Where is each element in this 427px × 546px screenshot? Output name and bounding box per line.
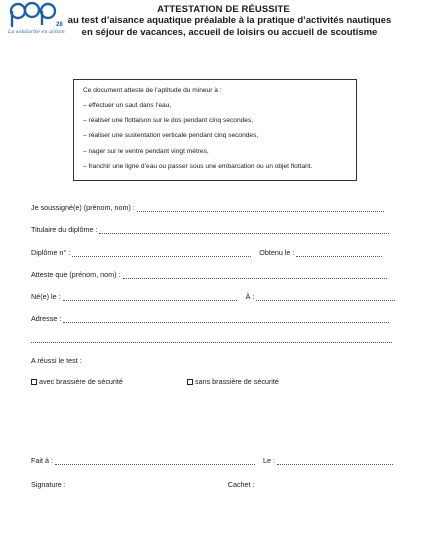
certify-label: Atteste que (prénom, nom) : <box>31 270 121 279</box>
born-on-field[interactable] <box>63 295 237 301</box>
without-vest-label: sans brassière de sécurité <box>195 377 279 386</box>
holder-label: Titulaire du diplôme : <box>31 225 98 234</box>
birth-row <box>31 292 395 301</box>
signatory-field[interactable] <box>137 206 384 212</box>
diploma-number-field[interactable] <box>72 251 251 257</box>
logo-slogan: La solidarité en action <box>8 29 65 35</box>
passed-row <box>31 356 395 365</box>
signatory-row <box>31 203 395 212</box>
aptitude-box <box>73 79 357 181</box>
address-field[interactable] <box>63 317 389 323</box>
made-at-label: Fait à : <box>31 456 53 465</box>
document-header <box>0 4 427 38</box>
logo-number: 28 <box>56 22 63 28</box>
born-at-field[interactable] <box>256 295 395 301</box>
date-label: Le : <box>262 456 275 465</box>
diploma-row <box>31 248 395 257</box>
stamp-label: Cachet : <box>227 480 255 489</box>
holder-field[interactable] <box>99 228 389 234</box>
address-field-line2[interactable] <box>31 337 392 343</box>
address-row-2 <box>31 334 395 343</box>
signature-label: Signature : <box>31 480 66 489</box>
document-subtitle-line2: en séjour de vacances, accueil de loisirs ou accueil de scoutisme <box>81 26 378 38</box>
obtained-label: Obtenu le : <box>259 248 295 257</box>
signatory-label: Je soussigné(e) (prénom, nom) : <box>31 203 135 212</box>
holder-row <box>31 225 395 234</box>
with-vest-checkbox[interactable] <box>31 379 37 385</box>
passed-label: A réussi le test : <box>31 356 82 365</box>
aptitude-item: – nager sur le ventre pendant vingt mètres, <box>83 147 209 155</box>
address-label: Adresse : <box>31 314 62 323</box>
born-at-label: À : <box>245 292 255 301</box>
without-vest-checkbox[interactable] <box>187 379 193 385</box>
diploma-number-label: Diplôme n° : <box>31 248 71 257</box>
certify-field[interactable] <box>123 273 387 279</box>
date-field[interactable] <box>277 459 393 465</box>
made-row <box>31 456 395 465</box>
born-on-label: Né(e) le : <box>31 292 61 301</box>
aptitude-item: – réaliser une sustentation verticale pendant cinq secondes, <box>83 132 259 140</box>
certify-row <box>31 270 395 279</box>
aptitude-item: – réaliser une flottaison sur le dos pendant cinq secondes, <box>83 116 254 124</box>
document-title: ATTESTATION DE RÉUSSITE <box>157 4 290 15</box>
with-vest-option[interactable] <box>31 377 123 386</box>
signature-row <box>31 480 395 489</box>
aptitude-item: – franchir une ligne d’eau ou passer sous une embarcation ou un objet flottant. <box>83 163 313 171</box>
made-at-field[interactable] <box>55 459 255 465</box>
obtained-date-field[interactable] <box>296 251 382 257</box>
without-vest-option[interactable] <box>187 377 279 386</box>
address-row <box>31 314 395 323</box>
document-subtitle-line1: au test d’aisance aquatique préalable à la pratique d’activités nautiques <box>67 15 392 26</box>
aptitude-item: – effectuer un saut dans l’eau, <box>83 101 172 109</box>
with-vest-label: avec brassière de sécurité <box>39 377 123 386</box>
aptitude-intro: Ce document atteste de l’aptitude du mineur à : <box>83 87 222 94</box>
